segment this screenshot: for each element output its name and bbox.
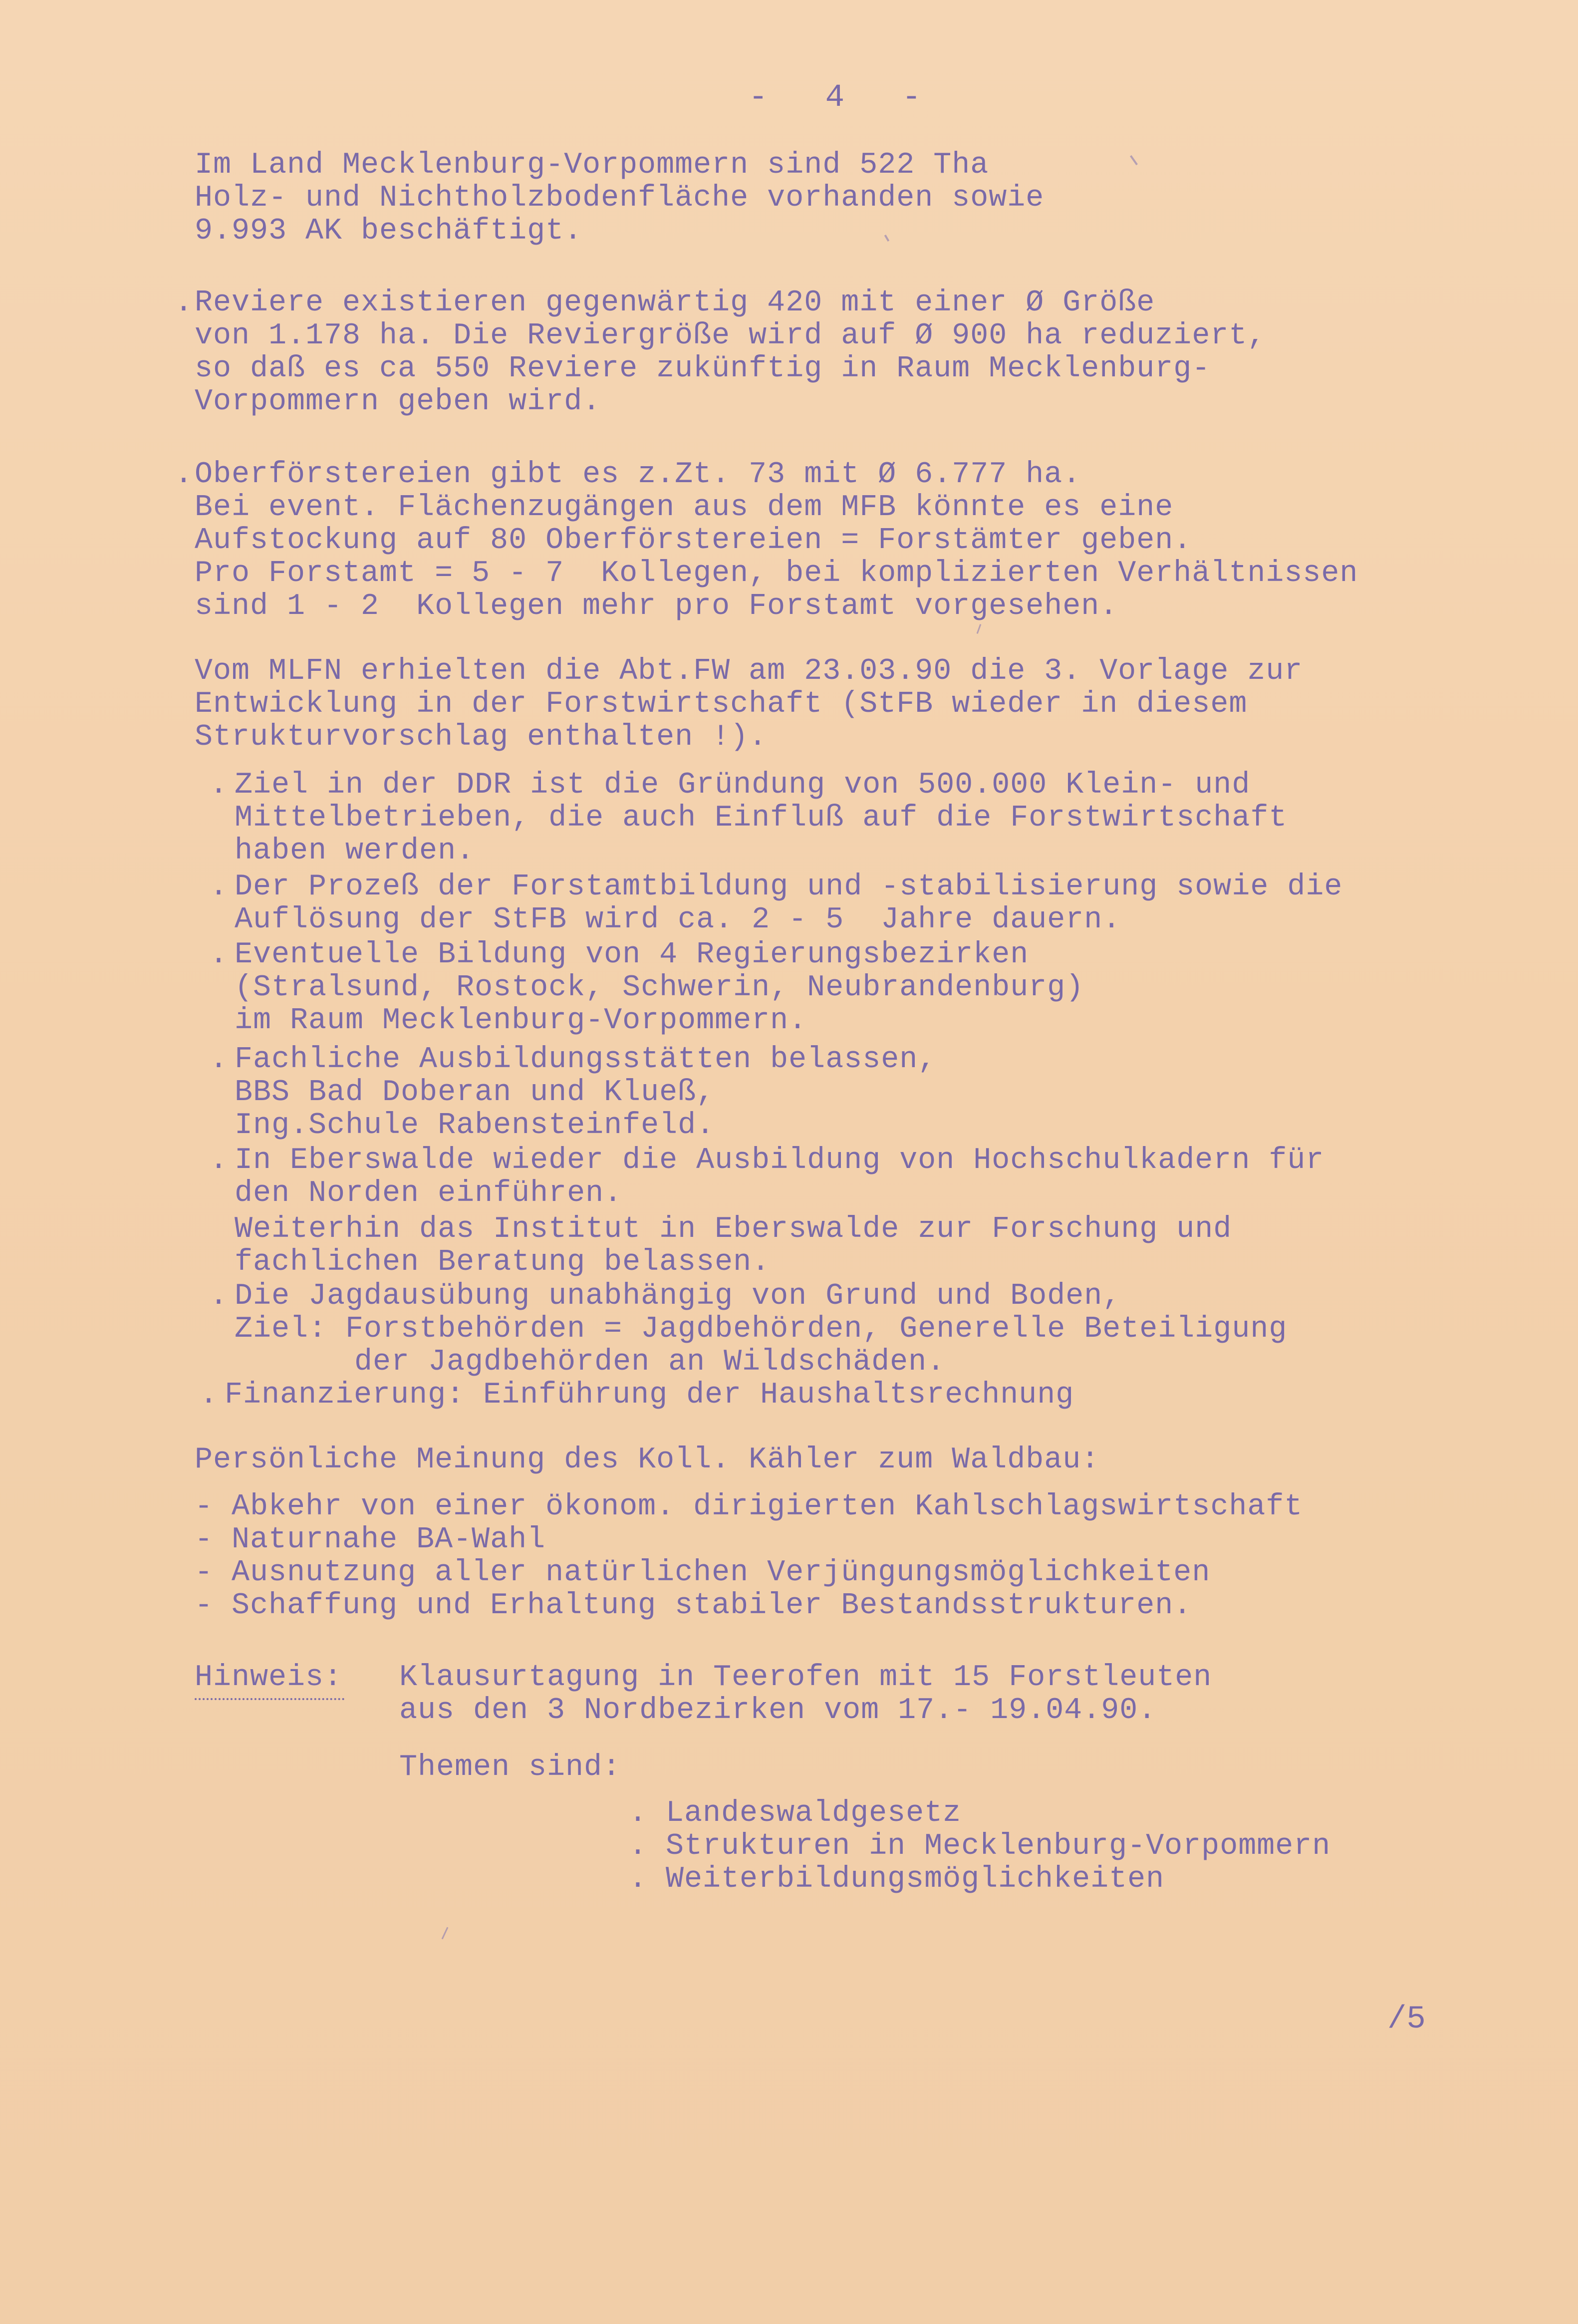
intro-line-1: Im Land Mecklenburg-Vorpommern sind 522 Tha (195, 148, 989, 182)
point-6-line-2: Ziel: Forstbehörden = Jagdbehörden, Generelle Beteiligung (235, 1312, 1288, 1346)
oberfoerstereien-line-5: sind 1 - 2 Kollegen mehr pro Forstamt vorgesehen. (195, 589, 1118, 623)
point-3-line-2: (Stralsund, Rostock, Schwerin, Neubrandenburg) (235, 971, 1084, 1005)
waldbau-item-3: - Ausnutzung aller natürlichen Verjüngungsmöglichkeiten (195, 1556, 1211, 1590)
bullet-dot: . (210, 1043, 228, 1077)
hinweis-underline (195, 1698, 344, 1700)
point-7-line-1: Finanzierung: Einführung der Haushaltsrechnung (225, 1378, 1074, 1412)
bullet-dot: . (210, 768, 228, 802)
point-6-line-3: der Jagdbehörden an Wildschäden. (354, 1345, 946, 1379)
waldbau-item-1: - Abkehr von einer ökonom. dirigierten Kahlschlagswirtschaft (195, 1490, 1303, 1524)
themen-label: Themen sind: (399, 1750, 621, 1784)
oberfoerstereien-line-3: Aufstockung auf 80 Oberförstereien = Forstämter geben. (195, 524, 1192, 558)
reviere-line-2: von 1.178 ha. Die Reviergröße wird auf Ø 900 ha reduziert, (195, 319, 1266, 353)
themen-item-1: . Landeswaldgesetz (629, 1796, 962, 1830)
point-4-line-2: BBS Bad Doberan und Klueß, (235, 1076, 715, 1110)
hinweis-label: Hinweis: (195, 1661, 343, 1695)
bullet-dot: . (210, 1279, 228, 1313)
paper-mark (1130, 155, 1138, 165)
waldbau-item-2: - Naturnahe BA-Wahl (195, 1523, 546, 1557)
mlfn-line-1: Vom MLFN erhielten die Abt.FW am 23.03.90 die 3. Vorlage zur (195, 654, 1303, 688)
reviere-line-3: so daß es ca 550 Reviere zukünftig in Raum Mecklenburg- (195, 352, 1211, 386)
themen-item-3: . Weiterbildungsmöglichkeiten (629, 1862, 1165, 1896)
point-3-line-3: im Raum Mecklenburg-Vorpommern. (235, 1004, 807, 1038)
hinweis-line-1: Klausurtagung in Teerofen mit 15 Forstleuten (399, 1661, 1212, 1695)
waldbau-heading: Persönliche Meinung des Koll. Kähler zum Waldbau: (195, 1443, 1100, 1477)
point-1-line-1: Ziel in der DDR ist die Gründung von 500.000 Klein- und (235, 768, 1251, 802)
hinweis-line-2: aus den 3 Nordbezirken vom 17.- 19.04.90. (399, 1694, 1157, 1728)
point-5-line-4: fachlichen Beratung belassen. (235, 1245, 771, 1279)
reviere-line-1: Reviere existieren gegenwärtig 420 mit einer Ø Größe (195, 286, 1155, 320)
page-number: - 4 - (749, 80, 921, 116)
oberfoerstereien-line-4: Pro Forstamt = 5 - 7 Kollegen, bei komplizierten Verhältnissen (195, 557, 1358, 590)
point-5-line-2: den Norden einführen. (235, 1176, 623, 1210)
bullet-dot: . (175, 458, 193, 492)
point-2-line-2: Auflösung der StFB wird ca. 2 - 5 Jahre dauern. (235, 903, 1121, 937)
point-3-line-1: Eventuelle Bildung von 4 Regierungsbezirken (235, 938, 1029, 972)
point-1-line-3: haben werden. (235, 834, 475, 868)
continuation-mark: /5 (1387, 2002, 1426, 2037)
point-4-line-3: Ing.Schule Rabensteinfeld. (235, 1109, 715, 1143)
point-5-line-1: In Eberswalde wieder die Ausbildung von Hochschulkadern für (235, 1144, 1324, 1177)
paper-mark (884, 235, 889, 242)
point-5-line-3: Weiterhin das Institut in Eberswalde zur Forschung und (235, 1212, 1232, 1246)
intro-line-2: Holz- und Nichtholzbodenfläche vorhanden sowie (195, 181, 1045, 215)
paper-mark (442, 1927, 449, 1940)
point-4-line-1: Fachliche Ausbildungsstätten belassen, (235, 1043, 937, 1077)
mlfn-line-2: Entwicklung in der Forstwirtschaft (StFB wieder in diesem (195, 687, 1248, 721)
intro-line-3: 9.993 AK beschäftigt. (195, 214, 583, 248)
bullet-dot: . (210, 870, 228, 904)
bullet-dot: . (210, 1144, 228, 1177)
bullet-dot: . (210, 938, 228, 972)
point-1-line-2: Mittelbetrieben, die auch Einfluß auf die Forstwirtschaft (235, 801, 1288, 835)
paper-mark (977, 624, 982, 634)
bullet-dot: . (200, 1378, 218, 1412)
oberfoerstereien-line-1: Oberförstereien gibt es z.Zt. 73 mit Ø 6.777 ha. (195, 458, 1081, 492)
bullet-dot: . (175, 286, 193, 320)
mlfn-line-3: Strukturvorschlag enthalten !). (195, 720, 768, 754)
waldbau-item-4: - Schaffung und Erhaltung stabiler Bestandsstrukturen. (195, 1589, 1192, 1623)
point-6-line-1: Die Jagdausübung unabhängig von Grund und Boden, (235, 1279, 1121, 1313)
point-2-line-1: Der Prozeß der Forstamtbildung und -stabilisierung sowie die (235, 870, 1343, 904)
oberfoerstereien-line-2: Bei event. Flächenzugängen aus dem MFB könnte es eine (195, 491, 1174, 525)
themen-item-2: . Strukturen in Mecklenburg-Vorpommern (629, 1829, 1331, 1863)
reviere-line-4: Vorpommern geben wird. (195, 385, 601, 419)
